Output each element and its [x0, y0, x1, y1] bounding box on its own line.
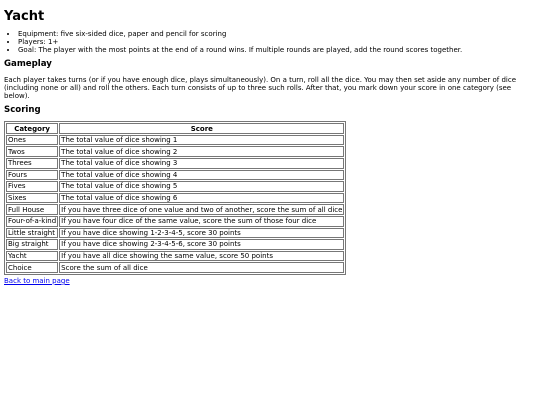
category-cell: Fours — [6, 170, 58, 181]
table-row — [6, 146, 344, 157]
score-cell: The total value of dice showing 3 — [59, 158, 344, 169]
category-cell: Twos — [6, 146, 58, 157]
score-cell: The total value of dice showing 4 — [59, 170, 344, 181]
list-item: • Players: 1+ — [18, 38, 536, 46]
table-row — [6, 216, 344, 227]
info-list — [4, 30, 536, 54]
category-cell: Full House — [6, 204, 58, 215]
table-row — [6, 158, 344, 169]
table-row — [6, 135, 344, 146]
score-cell: If you have dice showing 1-2-3-4-5, score 30 points — [59, 228, 344, 239]
score-cell: Score the sum of all dice — [59, 262, 344, 273]
table-row — [6, 228, 344, 239]
category-cell: Big straight — [6, 239, 58, 250]
score-cell: If you have three dice of one value and two of another, score the sum of all dice — [61, 205, 343, 214]
score-cell: If you have four dice of the same value, score the sum of those four dice — [59, 216, 344, 227]
category-cell: Choice — [6, 262, 58, 273]
score-cell: The total value of dice showing 1 — [59, 135, 344, 146]
category-cell: Fives — [6, 181, 58, 192]
page-title: Yacht — [4, 9, 45, 24]
table-row — [6, 181, 344, 192]
table-header-row — [6, 123, 344, 134]
table-row — [6, 239, 344, 250]
list-item: • Equipment: five six-sided dice, paper and pencil for scoring — [18, 30, 536, 38]
list-item: • Goal: The player with the most points at the end of a round wins. If multiple rounds are played, add the round scores together. — [18, 46, 536, 54]
score-cell: If you have dice showing 2-3-4-5-6, score 30 points — [59, 239, 344, 250]
back-to-main-page-link[interactable]: Back to main page — [4, 276, 70, 285]
score-cell: If you have all dice showing the same value, score 50 points — [59, 251, 344, 262]
table-row — [6, 170, 344, 181]
table-row — [6, 251, 344, 262]
table-row — [6, 193, 344, 204]
category-cell: Sixes — [6, 193, 58, 204]
score-cell: The total value of dice showing 2 — [59, 146, 344, 157]
table-row — [6, 204, 344, 215]
gameplay-text: Each player takes turns (or if you have enough dice, plays simultaneously). On a turn, roll all the dice. You may then set aside any number of dice (including none or all) and roll the others. Each turn consists of up to three such rolls. After that, you mark down your score in one category (see below). — [4, 75, 517, 100]
scoring-heading: Scoring — [4, 104, 41, 115]
scoring-table — [4, 121, 346, 275]
column-header-category: Category — [6, 123, 58, 134]
category-cell: Yacht — [6, 251, 58, 262]
category-cell: Threes — [6, 158, 58, 169]
gameplay-heading: Gameplay — [4, 59, 52, 70]
category-cell: Ones — [6, 135, 58, 146]
score-cell: The total value of dice showing 6 — [59, 193, 344, 204]
table-row — [6, 262, 344, 273]
category-cell: Little straight — [6, 228, 58, 239]
category-cell: Four-of-a-kind — [8, 217, 57, 226]
score-cell: The total value of dice showing 5 — [59, 181, 344, 192]
column-header-score: Score — [59, 123, 344, 134]
